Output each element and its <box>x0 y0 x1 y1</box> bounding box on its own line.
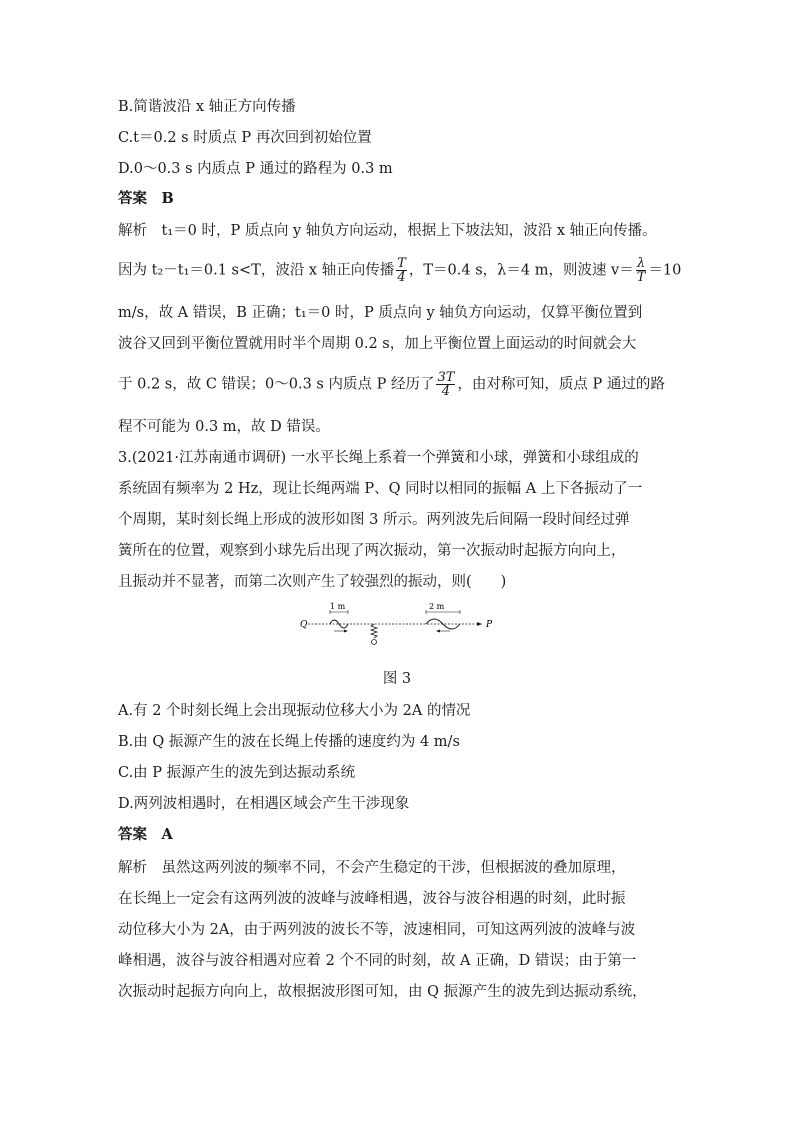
fraction-t-over-4 <box>396 257 407 284</box>
label-q: Q <box>300 620 308 630</box>
explanation-1-line-6: 程不可能为 0.3 m，故 D 错误。 <box>118 419 330 435</box>
arrow <box>436 630 440 633</box>
explanation-1-line-1: 解析 t₁＝0 时，P 质点向 y 轴负方向运动，根据上下坡法知，波沿 x 轴正向传播。 <box>118 223 657 239</box>
option-a: A.有 2 个时刻长绳上会出现振动位移大小为 2A 的情况 <box>118 703 471 719</box>
question-3-line-4: 簧所在的位置，观察到小球先后出现了两次振动，第一次振动时起振方向向上， <box>118 543 626 559</box>
question-3-line-2: 系统固有频率为 2 Hz，现让长绳两端 P、Q 同时以相同的振幅 A 上下各振动了一 <box>118 481 643 497</box>
text-segment: ，T＝0.4 s，λ＝4 m，则波速 v＝ <box>408 262 634 279</box>
fraction-numerator: 3T <box>437 370 455 385</box>
figure-caption: 图 3 <box>382 671 412 687</box>
fraction-lambda-over-t <box>636 257 647 284</box>
option-b-line: B.简谐波沿 x 轴正方向传播 <box>118 99 296 115</box>
text-segment: 因为 t₂－t₁＝0.1 s<T，波沿 x 轴正向传播 <box>118 262 395 279</box>
fraction-denominator: 4 <box>441 384 451 399</box>
spring <box>371 624 377 638</box>
option-d: D.两列波相遇时，在相遇区域会产生干涉现象 <box>118 796 410 812</box>
option-c: C.由 P 振源产生的波先到达振动系统 <box>118 765 356 781</box>
option-c-line: C.t＝0.2 s 时质点 P 再次回到初始位置 <box>118 130 372 146</box>
explanation-2-line-2: 在长绳上一定会有这两列波的波峰与波峰相遇，波谷与波谷相遇的时刻，此时振 <box>118 891 626 907</box>
explanation-2-line-1: 解析 虽然这两列波的频率不同，不会产生稳定的干涉，但根据波的叠加原理， <box>118 860 626 876</box>
fraction-numerator: λ <box>636 256 646 271</box>
explanation-1-line-3: m/s，故 A 错误，B 正确；t₁＝0 时，P 质点向 y 轴负方向运动，仅算平衡位置到 <box>118 305 643 321</box>
explanation-1-line-4: 波谷又回到平衡位置就用时半个周期 0.2 s，加上平衡位置上面运动的时间就会大 <box>118 336 637 352</box>
text-segment: 于 0.2 s，故 C 错误；0～0.3 s 内质点 P 经历了 <box>118 376 435 393</box>
question-3-line-3: 个周期，某时刻长绳上形成的波形如图 3 所示。两列波先后间隔一段时间经过弹 <box>118 512 630 528</box>
text-segment: ＝10 <box>648 262 682 279</box>
figure-3-diagram <box>296 600 496 660</box>
explanation-1-line-2 <box>118 256 682 285</box>
arrow <box>344 630 348 633</box>
question-3-line-5: 且振动并不显著，而第二次则产生了较强烈的振动，则( ) <box>118 574 507 590</box>
explanation-2-line-4: 峰相遇，波谷与波谷相遇对应着 2 个不同的时刻，故 A 正确，D 错误；由于第一 <box>118 953 637 969</box>
option-d-line: D.0～0.3 s 内质点 P 通过的路程为 0.3 m <box>118 161 393 177</box>
fraction-denominator: 4 <box>397 270 406 285</box>
fraction-denominator: T <box>636 270 646 285</box>
explanation-2-line-3: 动位移大小为 2A，由于两列波的波长不等，波速相同，可知这两列波的波峰与波 <box>118 922 636 938</box>
option-b: B.由 Q 振源产生的波在长绳上传播的速度约为 4 m/s <box>118 734 460 750</box>
label-1m: 1 m <box>330 602 346 611</box>
question-3-line-1: 3.(2021·江苏南通市调研) 一水平长绳上系着一个弹簧和小球，弹簧和小球组成的 <box>118 450 639 466</box>
rope-arrow <box>477 622 482 626</box>
explanation-1-line-5 <box>118 371 678 398</box>
ball <box>372 640 377 645</box>
label-2m: 2 m <box>429 602 445 611</box>
answer-2: 答案 A <box>118 826 173 843</box>
fraction-3t-over-4 <box>436 371 455 398</box>
explanation-2-line-5: 次振动时起振方向向上，故根据波形图可知，由 Q 振源产生的波先到达振动系统， <box>118 984 647 1000</box>
fraction-numerator: T <box>397 256 406 271</box>
answer-1: 答案 B <box>118 190 174 207</box>
text-segment: ，由对称可知，质点 P 通过的路 <box>457 376 665 393</box>
label-p: P <box>486 620 493 630</box>
